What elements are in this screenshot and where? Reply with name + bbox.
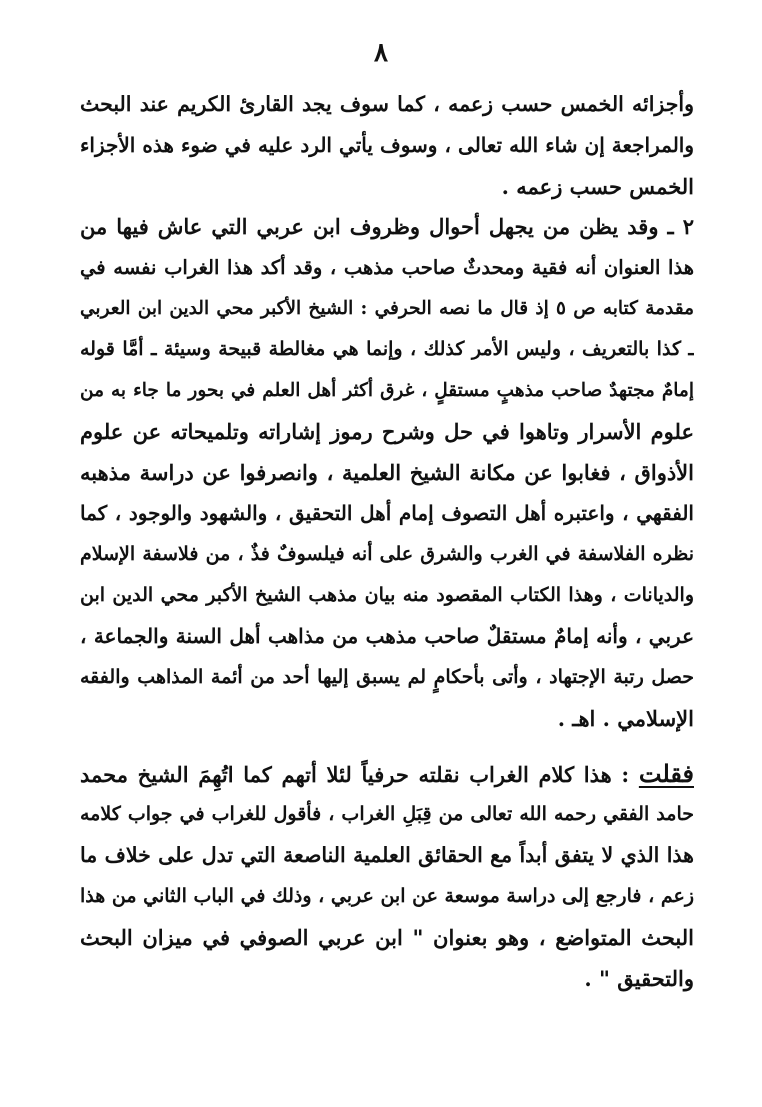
text-line-first bbox=[80, 753, 694, 794]
text-line: مقدمة كتابه ص ٥ إذ قال ما نصه الحرفي : الشيخ الأكبر محي الدين ابن العربي bbox=[80, 298, 694, 319]
text-line: الخمس حسب زعمه . bbox=[501, 174, 694, 199]
page-number: ٨ bbox=[374, 38, 388, 68]
first-line-rest: : هذا كلام الغراب نقلته حرفياً لئلا أتهم كما اتُهِمَ الشيخ محمد bbox=[80, 762, 639, 787]
text-line: هذا الذي لا يتفق أبداً مع الحقائق العلمية الناصعة التي تدل على خلاف ما bbox=[80, 843, 694, 867]
text-line: إمامٌ مجتهدٌ صاحب مذهبٍ مستقلٍ ، غرق أكثر أهل العلم في بحور ما جاء به من bbox=[80, 380, 694, 401]
paragraph-1 bbox=[80, 84, 694, 207]
lead-word: فقلت bbox=[638, 759, 694, 788]
text-line: زعم ، فارجع إلى دراسة موسعة عن ابن عربي ، وذلك في الباب الثاني من هذا bbox=[80, 885, 694, 907]
text-line: حامد الفقي رحمه الله تعالى من قِبَلِ الغراب ، فأقول للغراب في جواب كلامه bbox=[80, 803, 694, 825]
text-line: والتحقيق " . bbox=[584, 966, 694, 991]
text-line: هذا العنوان أنه فقية ومحدثٌ صاحب مذهب ، وقد أكد هذا الغراب نفسه في bbox=[80, 256, 694, 279]
text-line: ٢ ـ وقد يظن من يجهل أحوال وظروف ابن عربي التي عاش فيها من bbox=[80, 214, 694, 239]
text-line: البحث المتواضع ، وهو بعنوان " ابن عربي الصوفي في ميزان البحث bbox=[80, 925, 694, 950]
text-line: عربي ، وأنه إمامٌ مستقلٌ صاحب مذهب من مذاهب أهل السنة والجماعة ، bbox=[80, 624, 694, 648]
text-line: الإسلامي . اهـ . bbox=[557, 706, 694, 731]
text-line: والديانات ، وهذا الكتاب المقصود منه بيان مذهب الشيخ الأكبر محي الدين ابن bbox=[80, 584, 694, 606]
text-line: والمراجعة إن شاء الله تعالى ، وسوف يأتي الرد عليه في ضوء هذه الأجزاء bbox=[80, 133, 694, 157]
text-line: الأذواق ، فغابوا عن مكانة الشيخ العلمية ، وانصرفوا عن دراسة مذهبه bbox=[80, 460, 694, 485]
text-line: وأجزائه الخمس حسب زعمه ، كما سوف يجد القارئ الكريم عند البحث bbox=[80, 92, 694, 116]
paragraph-2 bbox=[80, 206, 694, 739]
text-line: علوم الأسرار وتاهوا في حل وشرح رموز إشاراته وتلميحاته عن علوم bbox=[80, 419, 694, 444]
text-line: ـ كذا بالتعريف ، وليس الأمر كذلك ، وإنما هي مغالطة قبيحة وسيئة ـ أمَّا قوله bbox=[80, 338, 694, 360]
paragraph-3 bbox=[80, 753, 694, 999]
text-line: نظره الفلاسفة في الغرب والشرق على أنه فيلسوفٌ فذٌ ، من فلاسفة الإسلام bbox=[80, 543, 694, 565]
text-line: الفقهي ، واعتبره أهل التصوف إمام أهل التحقيق ، والشهود والوجود ، كما bbox=[80, 501, 694, 525]
text-line: حصل رتبة الإجتهاد ، وأتى بأحكامٍ لم يسبق إليها أحد من أئمة المذاهب والفقه bbox=[80, 666, 694, 688]
